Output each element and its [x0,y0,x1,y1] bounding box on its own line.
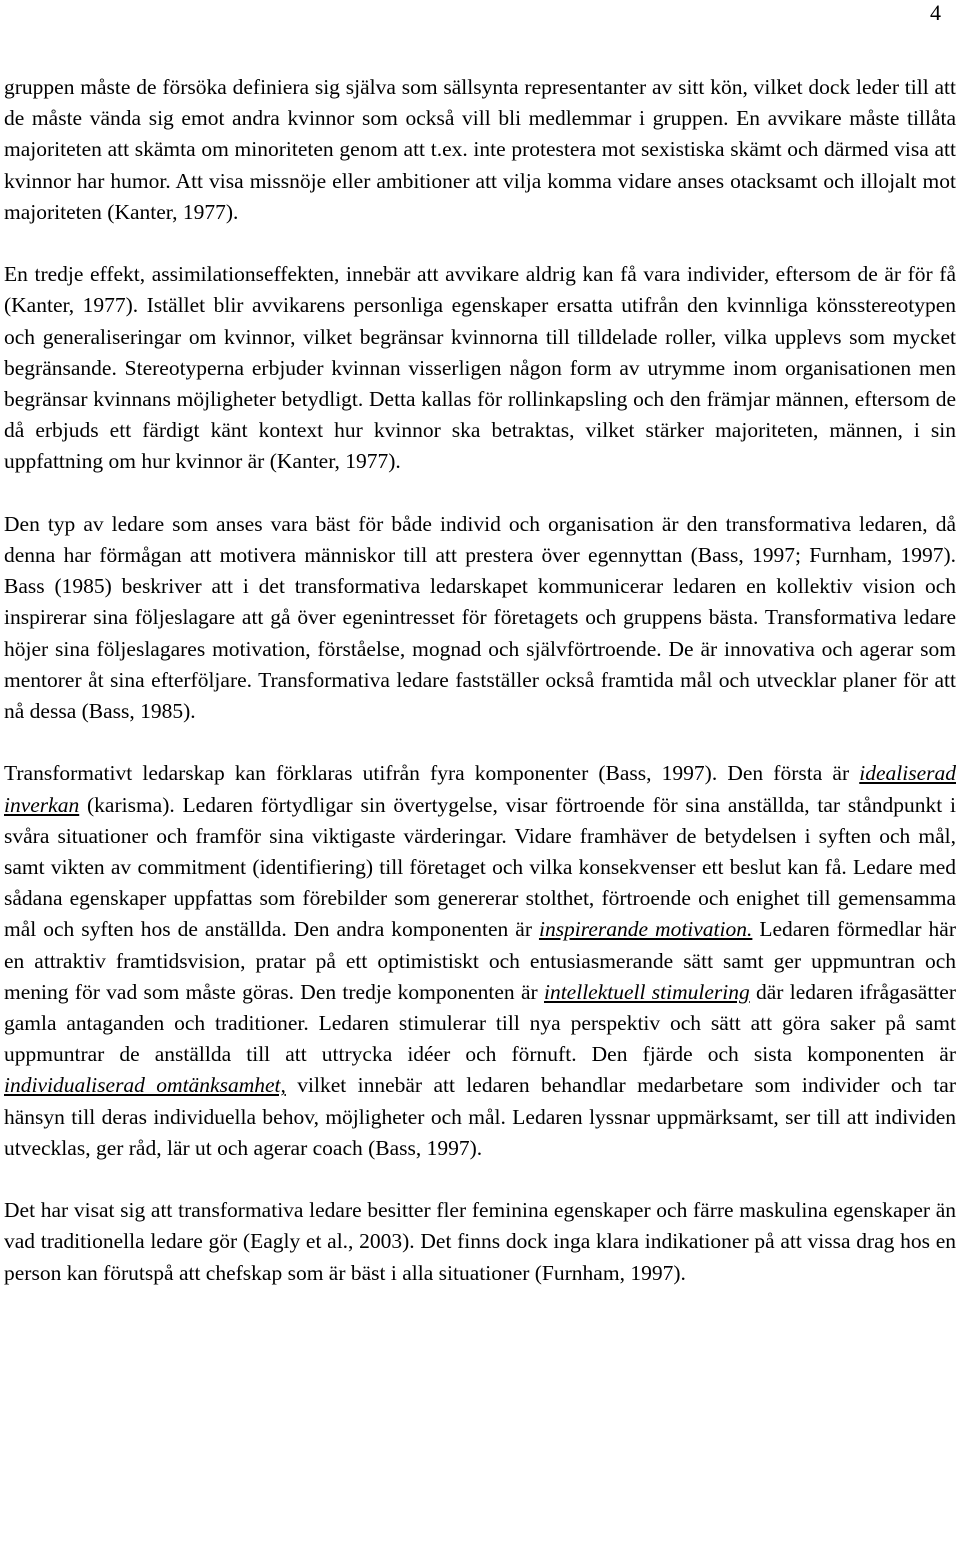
text-run: Det har visat sig att transformativa ledare besitter fler feminina egenskaper och färre maskulina egenskaper än vad traditionella ledare gör (Eagly et al., 2003). Det finns dock inga klara indikationer på att vissa drag hos en person kan förutspå att chefskap som är bäst i alla situationer (Furnham, 1997). [4,1198,956,1285]
paragraph [4,259,956,477]
text-run: gruppen måste de försöka definiera sig själva som sällsynta representanter av sitt kön, vilket dock leder till att de måste vända sig emot andra kvinnor som också vill bli medlemmar i gruppen. En avvikare måste tillåta majoriteten att skämta om minoriteten genom att t.ex. inte protestera mot sexistiska skämt och därmed visa att kvinnor har humor. Att visa missnöje eller ambitioner att vilja komma vidare anses otacksamt och illojalt mot majoriteten (Kanter, 1977). [4,75,956,224]
text-run: Transformativt ledarskap kan förklaras utifrån fyra komponenter (Bass, 1997). Den första är [4,761,860,786]
text-run: vilket innebär att ledaren behandlar medarbetare som individer och tar hänsyn till deras individuella behov, möjligheter och mål. Ledaren lyssnar uppmärksamt, ser till att individen utvecklas, ger råd, lär ut och agerar coach (Bass, 1997). [4,1073,956,1160]
text-run: En tredje effekt, assimilationseffekten, innebär att avvikare aldrig kan få vara individer, eftersom de är för få (Kanter, 1977). Istället blir avvikarens personliga egenskaper ersatta utifrån den kvinnliga könsstereotypen och generaliseringar om kvinnor, vilket begränsar kvinnorna till tilldelade roller, vilka upplevs som mycket begränsande. Stereotyperna erbjuder kvinnan visserligen någon form av utrymme inom organisationen men begränsar kvinnans möjligheter betydligt. Detta kallas för rollinkapsling och den främjar männen, eftersom de då erbjuds ett färdigt känt kontext hur kvinnor ska betraktas, vilket stärker majoriteten, männen, i sin uppfattning om hur kvinnor är (Kanter, 1977). [4,262,956,474]
italic-term: inspirerande motivation. [538,917,753,942]
text-run: där ledaren ifrågasätter gamla antaganden och traditioner. Ledaren stimulerar till nya perspektiv och sätt att göra saker på samt uppmuntrar de anställda till att uttrycka idéer och förnuft. Den fjärde och sista komponenten är [4,979,957,1067]
italic-term: intellektuell stimulering [543,979,750,1004]
text-run: Ledaren förmedlar här en attraktiv framtidsvision, pratar på ett optimistiskt och entusiasmerande sätt samt ger uppmuntran och mening för vad som måste göras. Den tredje komponenten är [4,917,956,1004]
paragraph [4,72,956,228]
body-text [4,72,956,1320]
italic-term: idealiserad inverkan [4,761,956,817]
paragraph [4,1195,956,1289]
text-run: (karisma). Ledaren förtydligar sin övertygelse, visar förtroende för sina anställda, tar ståndpunkt i svåra situationer och framför sina viktigaste värderingar. Vidare framhäver de betydelsen i syften och mål, samt vikten av commitment (identifiering) till företaget och vilka konsekvenser ett beslut kan få. Ledare med sådana egenskaper uppfattas som förebilder som genererar stolthet, förtroende och enighet till gemensamma mål och syften hos de anställda. Den andra komponenten är [4,792,956,942]
page-number: 4 [930,0,941,25]
paragraph [4,509,956,727]
text-run: Den typ av ledare som anses vara bäst för både individ och organisation är den transformativa ledaren, då denna har förmågan att motivera människor till att prestera över egennyttan (Bass, 1997; Furnham, 1997). Bass (1985) beskriver att i det transformativa ledarskapet kommunicerar ledaren en kollektiv vision och inspirerar sina följeslagare att gå över egenintresset för företagets och gruppens bästa. Transformativa ledare höjer sina följeslagares motivation, förståelse, mognad och självförtroende. De är innovativa och agerar som mentorer åt sina efterföljare. Transformativa ledare fastställer också framtida mål och utvecklar planer för att nå dessa (Bass, 1985). [4,511,956,724]
paragraph [4,758,956,1164]
italic-term: individualiserad omtänksamhet, [4,1073,286,1098]
